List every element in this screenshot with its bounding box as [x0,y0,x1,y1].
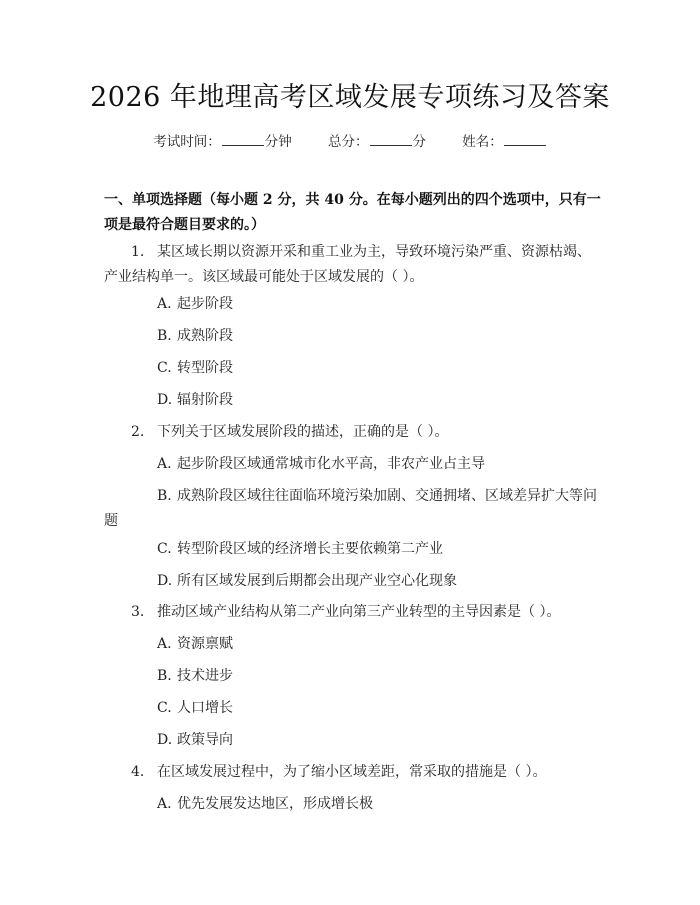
question-stem [104,420,604,445]
option-letter: A. [157,636,172,652]
question-stem [104,600,604,625]
document-title: 2026 年地理高考区域发展专项练习及答案 [90,82,610,113]
exam-time-unit: 分钟 [264,134,292,150]
option-item [157,388,233,413]
option-item [157,569,457,594]
option-item [157,696,233,721]
question-stem [104,240,604,290]
question-text: 推动区域产业结构从第二产业向第三产业转型的主导因素是（ ）。 [157,604,561,620]
question-stem [104,760,604,785]
option-item [157,356,233,381]
option-text: 优先发展发达地区，形成增长极 [177,796,373,812]
total-score-blank [370,131,412,146]
option-item [157,632,233,657]
exam-info [0,131,700,152]
option-letter: D. [157,732,173,748]
option-letter: D. [157,392,173,408]
option-text: 转型阶段 [177,360,233,376]
option-letter: A. [157,296,172,312]
name-blank [504,131,546,146]
option-text: 辐射阶段 [177,392,233,408]
question-number: 2. [131,424,145,440]
option-item [157,452,485,477]
option-letter: A. [157,456,172,472]
option-text: 起步阶段 [177,296,233,312]
option-text: 成熟阶段区域往往面临环境污染加剧、交通拥堵、区域差异扩大等问题 [104,488,597,529]
section-heading: 一、单项选择题（每小题 2 分，共 40 分。在每小题列出的四个选项中，只有一项是最符合题目要求的。） [104,192,601,233]
option-text: 起步阶段区域通常城市化水平高，非农产业占主导 [177,456,485,472]
option-item [157,664,233,689]
option-item [157,292,233,317]
question-number: 4. [131,764,145,780]
exam-time-blank [222,131,264,146]
option-text: 转型阶段区域的经济增长主要依赖第二产业 [177,541,443,557]
question-text: 某区域长期以资源开采和重工业为主，导致环境污染严重、资源枯竭、产业结构单一。该区域最可能处于区域发展的（ ）。 [104,244,591,285]
name-field [462,131,547,152]
question-number: 1. [131,244,145,260]
option-letter: B. [157,328,172,344]
option-text: 资源禀赋 [177,636,233,652]
option-text: 政策导向 [177,732,233,748]
question-text: 下列关于区域发展阶段的描述，正确的是（ ）。 [157,424,449,440]
option-letter: B. [157,488,172,504]
option-text: 所有区域发展到后期都会出现产业空心化现象 [177,573,457,589]
option-letter: C. [157,700,172,716]
exam-time-field [153,131,292,152]
option-letter: B. [157,668,172,684]
option-text: 成熟阶段 [177,328,233,344]
option-letter: D. [157,573,173,589]
total-score-label: 总分： [328,134,369,150]
question-number: 3. [131,604,145,620]
option-item [157,792,373,817]
option-item [157,324,233,349]
option-letter: C. [157,541,172,557]
question-text: 在区域发展过程中，为了缩小区域差距，常采取的措施是（ ）。 [157,764,547,780]
total-score-unit: 分 [412,134,426,150]
option-text: 技术进步 [177,668,233,684]
option-text: 人口增长 [177,700,233,716]
name-label: 姓名： [462,134,503,150]
option-letter: C. [157,360,172,376]
exam-time-label: 考试时间： [153,134,221,150]
option-item [104,484,604,534]
option-letter: A. [157,796,172,812]
option-item [157,537,443,562]
total-score-field [328,131,426,152]
option-item [157,728,233,753]
